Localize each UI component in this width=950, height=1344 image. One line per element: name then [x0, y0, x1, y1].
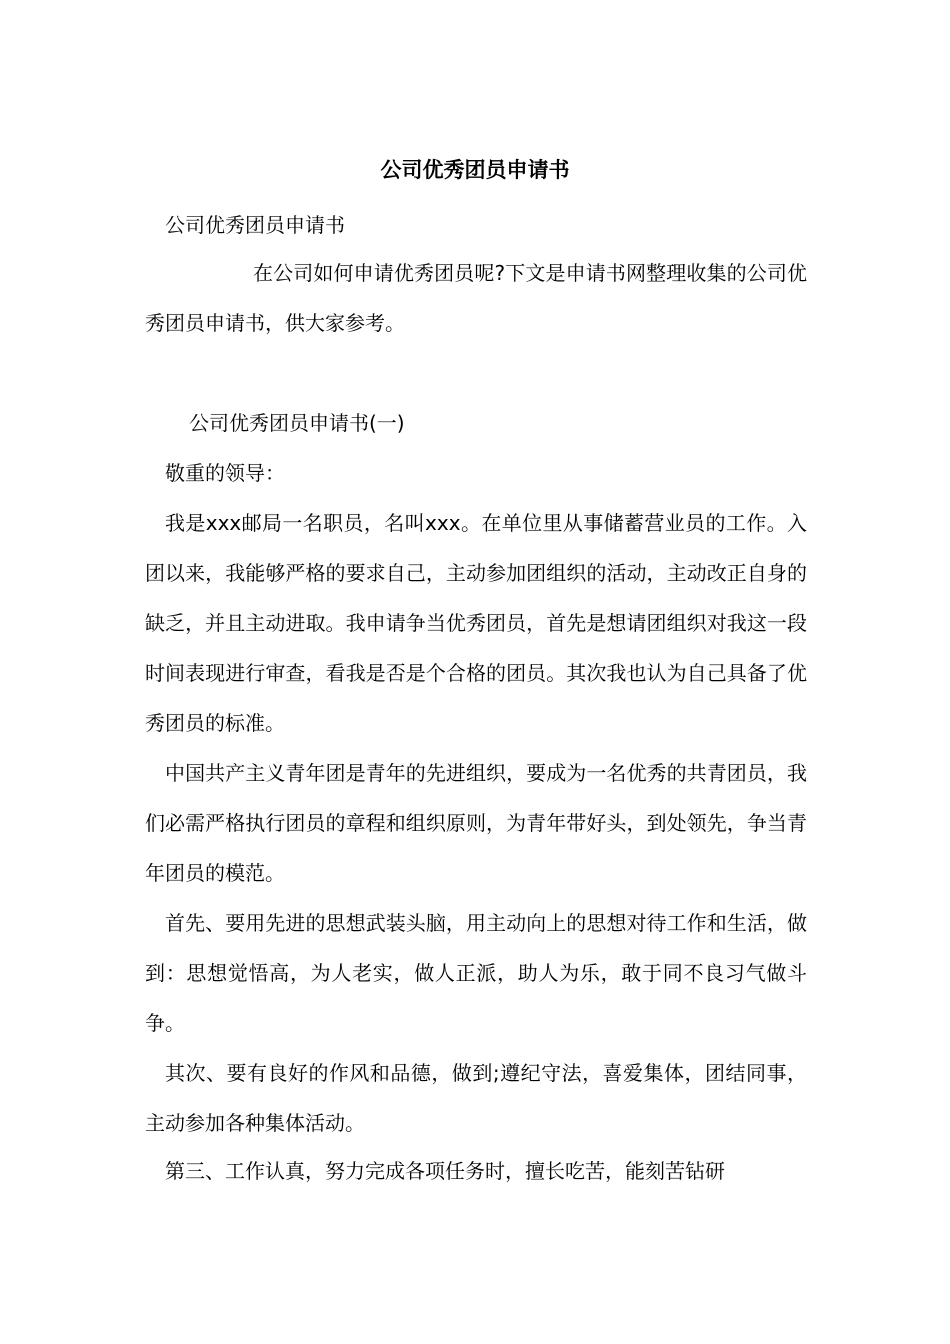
section-heading: 公司优秀团员申请书(一) — [189, 411, 405, 435]
body-paragraph-3: 首先、要用先进的思想武装头脑，用主动向上的思想对待工作和生活，做到：思想觉悟高，为人老实，做人正派，助人为乐，敢于同不良习气做斗争。 — [145, 911, 807, 1035]
intro-paragraph: 在公司如何申请优秀团员呢?下文是申请书网整理收集的公司优秀团员申请书，供大家参考。 — [145, 261, 807, 335]
salutation: 敬重的领导： — [165, 461, 285, 485]
document-title: 公司优秀团员申请书 — [380, 158, 570, 182]
body-paragraph-4: 其次、要有良好的作风和品德，做到;遵纪守法，喜爱集体，团结同事，主动参加各种集体活动。 — [145, 1061, 807, 1135]
body-paragraph-5: 第三、工作认真，努力完成各项任务时，擅长吃苦，能刻苦钻研 — [165, 1159, 725, 1183]
document-subtitle: 公司优秀团员申请书 — [165, 213, 345, 237]
body-paragraph-1: 我是xxx邮局一名职员，名叫xxx。在单位里从事储蓄营业员的工作。入团以来，我能够严格的要求自己，主动参加团组织的活动，主动改正自身的缺乏，并且主动进取。我申请争当优秀团员，首先是想请团组织对我这一段时间表现进行审查，看我是否是个合格的团员。其次我也认为自己具备了优秀团员的标准。 — [145, 511, 807, 735]
body-paragraph-2: 中国共产主义青年团是青年的先进组织，要成为一名优秀的共青团员，我们必需严格执行团员的章程和组织原则，为青年带好头，到处领先，争当青年团员的模范。 — [145, 761, 807, 885]
